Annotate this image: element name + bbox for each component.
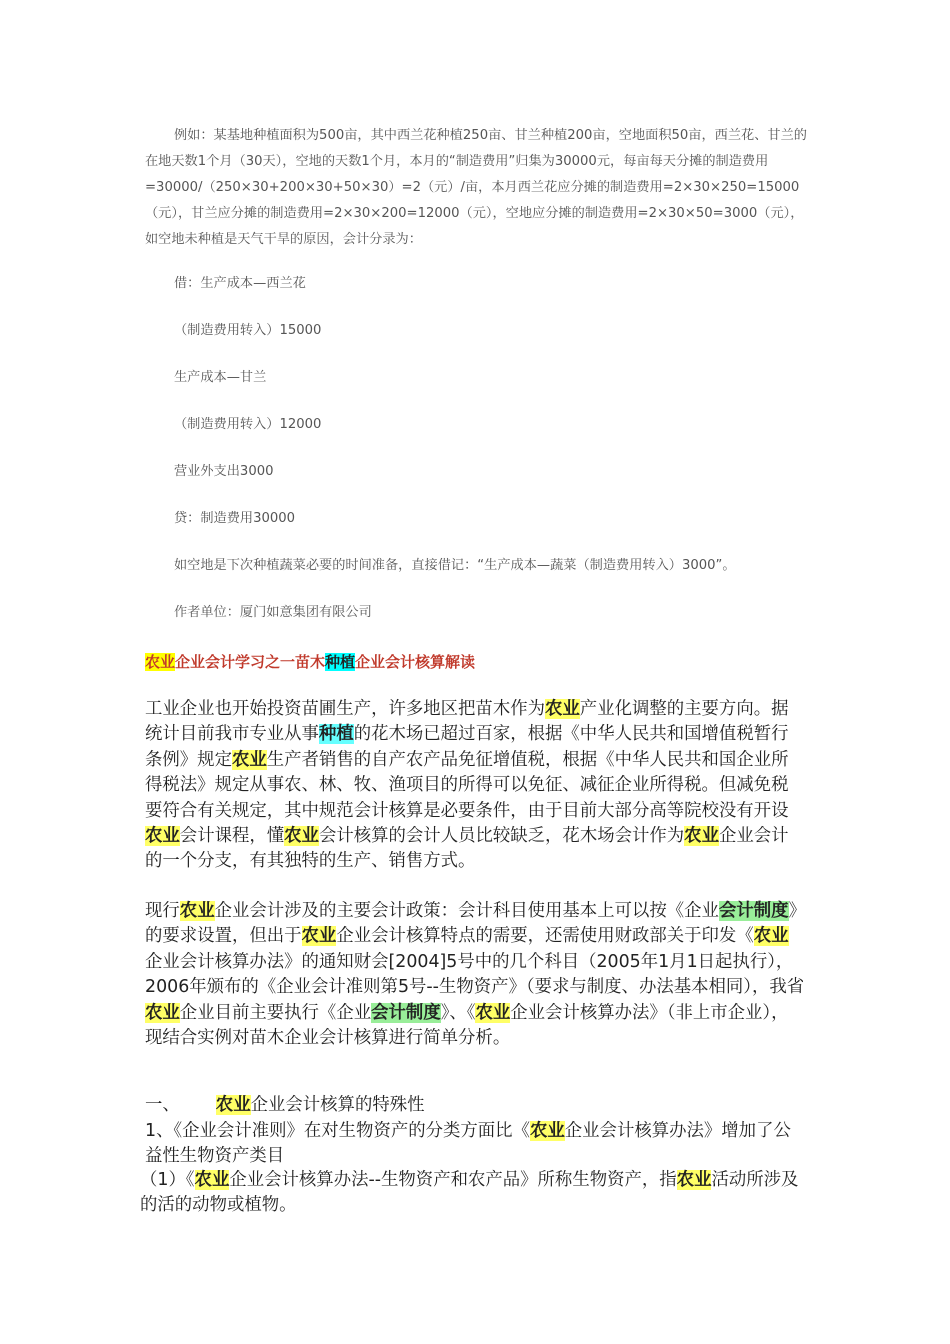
title-text-end: 企业会计核算解读 [355, 653, 476, 671]
author-unit: 作者单位：厦门如意集团有限公司 [174, 605, 372, 620]
debit-entry-2: 生产成本—甘兰 [174, 370, 267, 385]
subsection-1: 1、《企业会计准则》在对生物资产的分类方面比《农业企业会计核算办法》增加了公益性生物资产类目 [145, 1121, 791, 1167]
title-text: 企业会计学习之一苗木 [175, 653, 326, 671]
credit-entry: 贷：制造费用30000 [174, 511, 296, 526]
debit-amount-2: （制造费用转入）12000 [174, 417, 322, 432]
section-heading-1: 一、 农业企业会计核算的特殊性 [145, 1095, 425, 1115]
debit-amount-1: （制造费用转入）15000 [174, 323, 322, 338]
title-highlight-zhongzhi: 种植 [325, 653, 356, 671]
article-paragraph-2: 现行农业企业会计涉及的主要会计政策：会计科目使用基本上可以按《企业会计制度》的要求设置，但出于农业企业会计核算特点的需要，还需使用财政部关于印发《农业企业会计核算办法》的通知财会[2004]5号中的几个科目（2005年1月1日起执行），2006年颁布的《企业会计准则第5号--生物资产》（要求与制度、办法基本相同），我省农业企业目前主要执行《企业会计制度》、《农业企业会计核算办法》（非上市企业），现结合实例对苗木企业会计核算进行简单分析。 [145, 901, 805, 1049]
example-paragraph: 例如：某基地种植面积为500亩，其中西兰花种植250亩、甘兰种植200亩，空地面积50亩，西兰花、甘兰的在地天数1个月（30天），空地的天数1个月，本月的“制造费用”归集为30000元，每亩每天分摊的制造费用=30000/（250×30+200×30+50×30）=2（元）/亩，本月西兰花应分摊的制造费用=2×30×250=15000（元），甘兰应分摊的制造费用=2×30×200=12000（元），空地应分摊的制造费用=2×30×50=3000（元），如空地未种植是天气干旱的原因，会计分录为： [145, 128, 807, 247]
alternative-note: 如空地是下次种植蔬菜必要的时间准备，直接借记：“生产成本—蔬菜（制造费用转入）3000”。 [174, 558, 736, 573]
article-paragraph-1: 工业企业也开始投资苗圃生产，许多地区把苗木作为农业产业化调整的主要方向。据统计目前我市专业从事种植的花木场已超过百家，根据《中华人民共和国增值税暂行条例》规定农业生产者销售的自产农产品免征增值税，根据《中华人民共和国企业所得税法》规定从事农、林、牧、渔项目的所得可以免征、减征企业所得税。但减免税要符合有关规定，其中规范会计核算是必要条件，由于目前大部分高等院校没有开设农业会计课程，懂农业会计核算的会计人员比较缺乏，花木场会计作为农业企业会计的一个分支，有其独特的生产、销售方式。 [145, 699, 789, 872]
non-operating-expense: 营业外支出3000 [174, 464, 274, 479]
debit-entry: 借：生产成本—西兰花 [174, 276, 306, 291]
article-title [145, 651, 475, 673]
subsection-1-item-1: （1）《农业企业会计核算办法--生物资产和农产品》所称生物资产，指农业活动所涉及的活的动物或植物。 [140, 1170, 799, 1216]
section-number: 一、 [145, 1095, 180, 1115]
title-highlight-nongye: 农业 [145, 653, 176, 671]
